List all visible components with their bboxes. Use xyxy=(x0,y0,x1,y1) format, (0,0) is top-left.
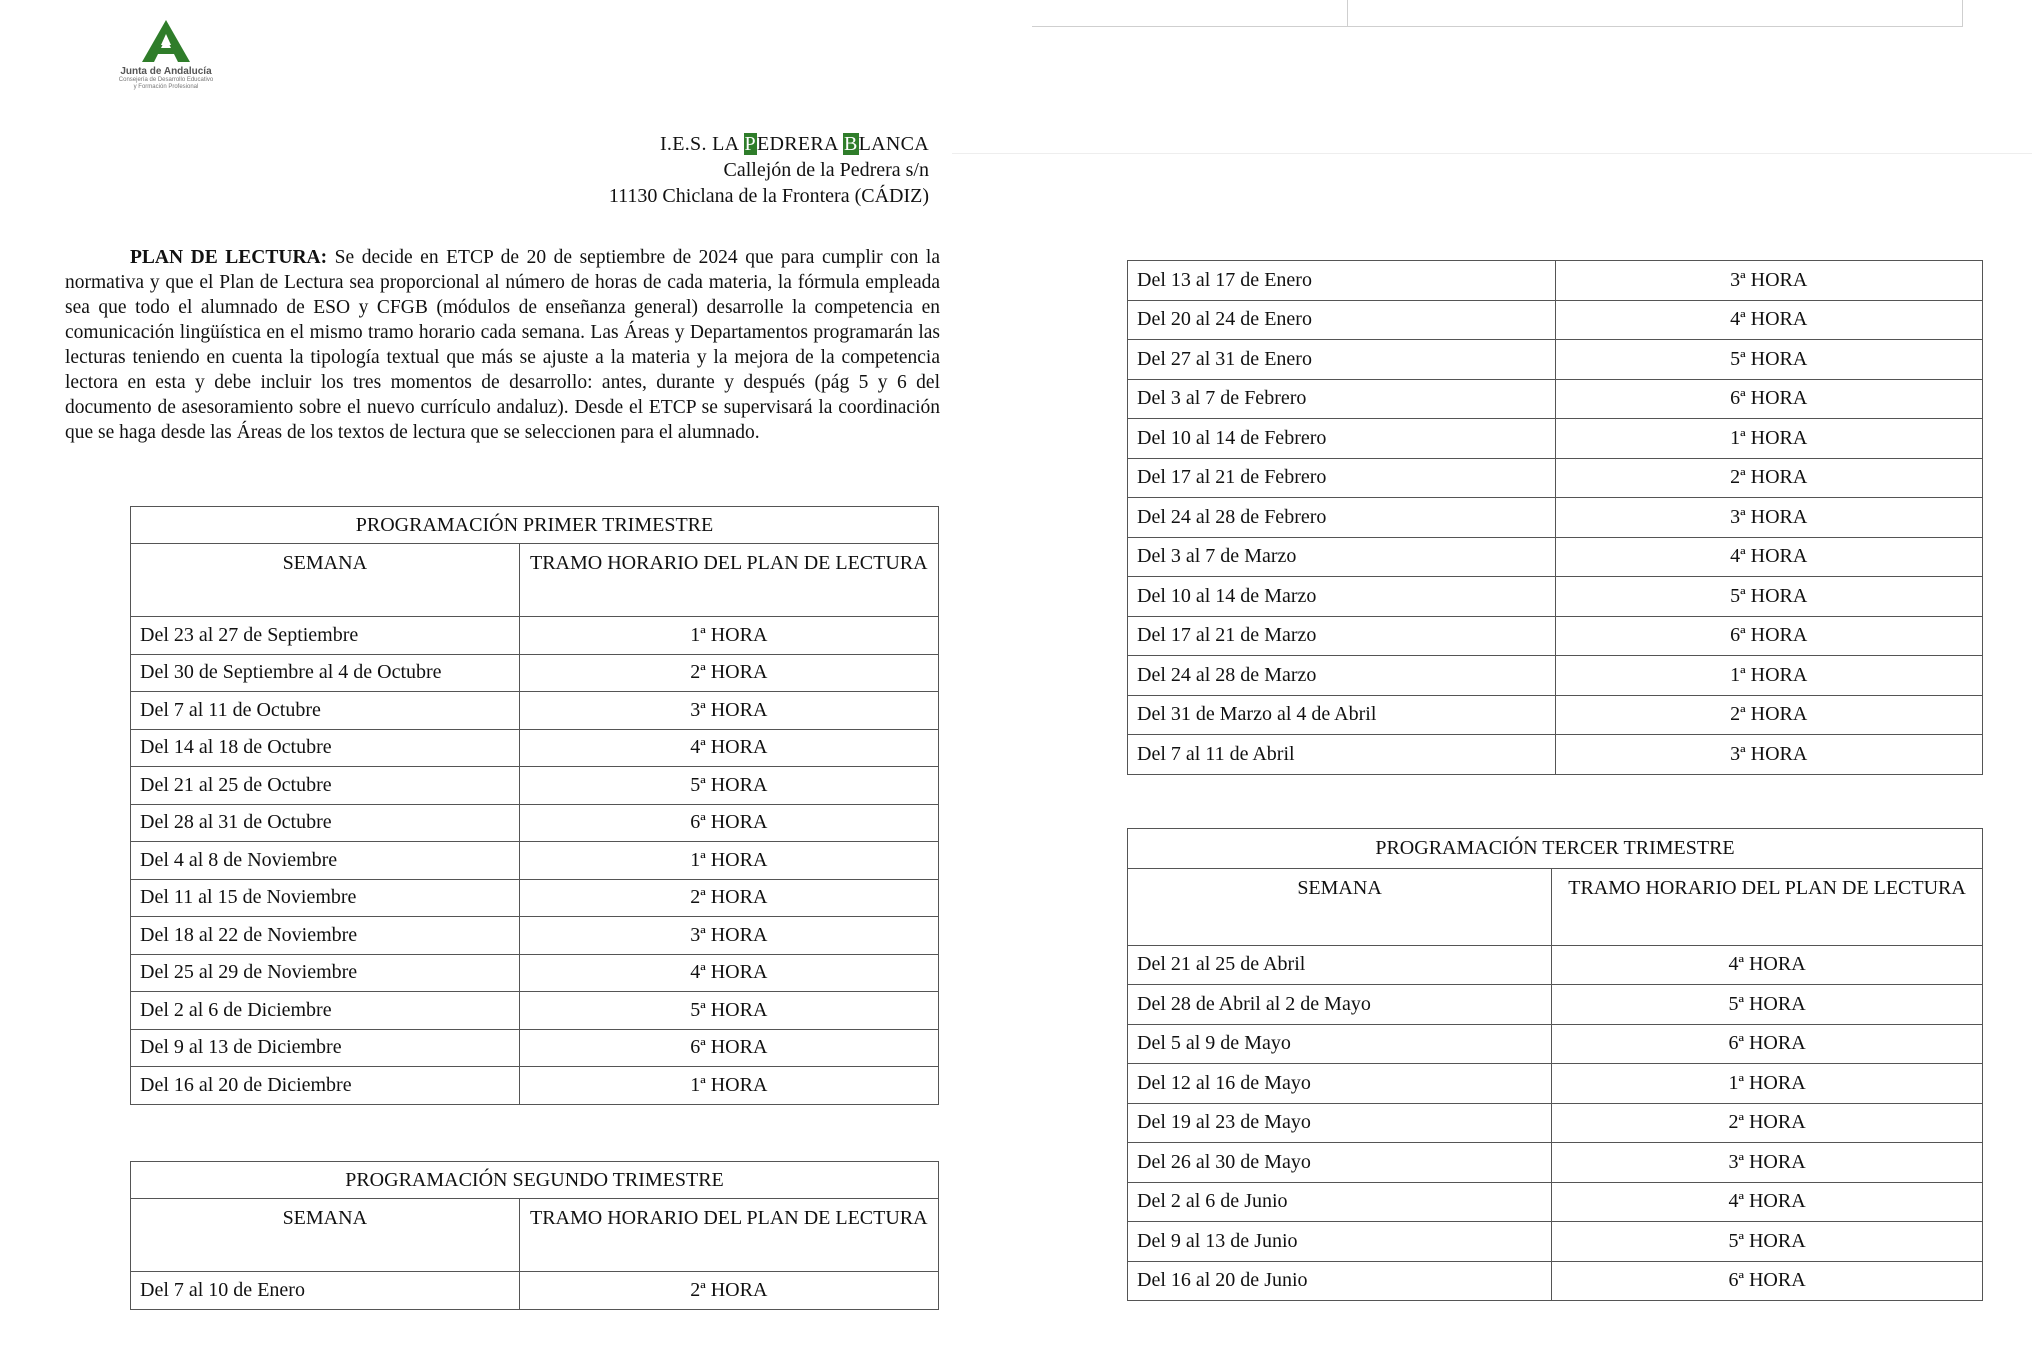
school-street: Callejón de la Pedrera s/n xyxy=(723,159,929,181)
hour-cell: 1ª HORA xyxy=(1552,1064,1983,1104)
table-row xyxy=(1128,1024,1983,1064)
school-address xyxy=(329,131,929,209)
table-row xyxy=(131,1067,939,1105)
third-term-table xyxy=(1127,828,1983,1301)
page-edge-divider xyxy=(1962,0,1963,27)
hour-cell: 3ª HORA xyxy=(1552,1143,1983,1183)
table-row xyxy=(1128,1222,1983,1262)
week-cell: Del 4 al 8 de Noviembre xyxy=(131,842,520,880)
week-cell: Del 10 al 14 de Febrero xyxy=(1128,419,1556,459)
second-term-table xyxy=(130,1161,939,1310)
hour-cell: 4ª HORA xyxy=(519,729,938,767)
table-row xyxy=(1128,945,1983,985)
week-cell: Del 21 al 25 de Abril xyxy=(1128,945,1552,985)
table-row xyxy=(1128,1182,1983,1222)
hour-cell: 5ª HORA xyxy=(1552,985,1983,1025)
table-row xyxy=(131,992,939,1030)
table-header-row xyxy=(1128,868,1983,945)
week-cell: Del 30 de Septiembre al 4 de Octubre xyxy=(131,654,520,692)
table-row xyxy=(131,917,939,955)
table-row xyxy=(131,842,939,880)
week-cell: Del 7 al 11 de Abril xyxy=(1128,735,1556,775)
page-fold-line xyxy=(952,153,2032,154)
hour-cell: 6ª HORA xyxy=(1552,1261,1983,1301)
table-title: PROGRAMACIÓN PRIMER TRIMESTRE xyxy=(131,507,939,544)
table-title-row xyxy=(131,507,939,544)
hour-cell: 3ª HORA xyxy=(1555,261,1983,301)
table-row xyxy=(131,1029,939,1067)
week-cell: Del 18 al 22 de Noviembre xyxy=(131,917,520,955)
hour-cell: 4ª HORA xyxy=(519,954,938,992)
school-name-part: EDRERA xyxy=(756,133,843,155)
week-cell: Del 21 al 25 de Octubre xyxy=(131,767,520,805)
table-row xyxy=(131,954,939,992)
hour-cell: 5ª HORA xyxy=(1555,577,1983,617)
reading-plan-lead: PLAN DE LECTURA: xyxy=(130,247,328,268)
page-edge-divider xyxy=(1347,0,1348,27)
column-header-tramo: TRAMO HORARIO DEL PLAN DE LECTURA xyxy=(1552,868,1983,945)
school-name-part: I.E.S. LA xyxy=(659,133,744,155)
week-cell: Del 20 al 24 de Enero xyxy=(1128,300,1556,340)
logo-subtitle: Consejería de Desarrollo Educativo xyxy=(118,77,214,83)
week-cell: Del 16 al 20 de Diciembre xyxy=(131,1067,520,1105)
table-row xyxy=(1128,458,1983,498)
column-header-tramo: TRAMO HORARIO DEL PLAN DE LECTURA xyxy=(519,544,938,617)
school-city: 11130 Chiclana de la Frontera (CÁDIZ) xyxy=(608,185,929,207)
hour-cell: 2ª HORA xyxy=(519,654,938,692)
hour-cell: 6ª HORA xyxy=(519,804,938,842)
hour-cell: 6ª HORA xyxy=(519,1029,938,1067)
week-cell: Del 12 al 16 de Mayo xyxy=(1128,1064,1552,1104)
table-title-row xyxy=(1128,829,1983,869)
hour-cell: 4ª HORA xyxy=(1555,537,1983,577)
hour-cell: 2ª HORA xyxy=(1552,1103,1983,1143)
week-cell: Del 3 al 7 de Marzo xyxy=(1128,537,1556,577)
logo-brand: Junta de Andalucía xyxy=(120,66,212,77)
column-header-semana: SEMANA xyxy=(131,544,520,617)
table-row xyxy=(1128,656,1983,696)
school-name xyxy=(329,131,929,157)
week-cell: Del 7 al 11 de Octubre xyxy=(131,692,520,730)
week-cell: Del 27 al 31 de Enero xyxy=(1128,340,1556,380)
week-cell: Del 10 al 14 de Marzo xyxy=(1128,577,1556,617)
table-row xyxy=(1128,577,1983,617)
hour-cell: 2ª HORA xyxy=(519,879,938,917)
week-cell: Del 9 al 13 de Junio xyxy=(1128,1222,1552,1262)
column-header-tramo: TRAMO HORARIO DEL PLAN DE LECTURA xyxy=(519,1199,938,1272)
table-row xyxy=(1128,695,1983,735)
hour-cell: 3ª HORA xyxy=(519,692,938,730)
table-row xyxy=(1128,498,1983,538)
hour-cell: 1ª HORA xyxy=(519,842,938,880)
week-cell: Del 28 al 31 de Octubre xyxy=(131,804,520,842)
junta-andalucia-logo xyxy=(96,18,236,108)
hour-cell: 6ª HORA xyxy=(1552,1024,1983,1064)
week-cell: Del 2 al 6 de Junio xyxy=(1128,1182,1552,1222)
week-cell: Del 31 de Marzo al 4 de Abril xyxy=(1128,695,1556,735)
school-name-initial: B xyxy=(843,133,858,155)
hour-cell: 3ª HORA xyxy=(1555,735,1983,775)
table-row xyxy=(1128,419,1983,459)
reading-plan-paragraph xyxy=(65,245,940,445)
hour-cell: 5ª HORA xyxy=(519,992,938,1030)
hour-cell: 4ª HORA xyxy=(1552,945,1983,985)
week-cell: Del 17 al 21 de Marzo xyxy=(1128,616,1556,656)
week-cell: Del 7 al 10 de Enero xyxy=(131,1272,520,1310)
week-cell: Del 3 al 7 de Febrero xyxy=(1128,379,1556,419)
table-row xyxy=(131,767,939,805)
week-cell: Del 11 al 15 de Noviembre xyxy=(131,879,520,917)
table-row xyxy=(1128,340,1983,380)
week-cell: Del 9 al 13 de Diciembre xyxy=(131,1029,520,1067)
table-row xyxy=(1128,616,1983,656)
week-cell: Del 25 al 29 de Noviembre xyxy=(131,954,520,992)
school-name-part: LANCA xyxy=(858,133,929,155)
week-cell: Del 23 al 27 de Septiembre xyxy=(131,617,520,655)
table-row xyxy=(1128,300,1983,340)
column-header-semana: SEMANA xyxy=(131,1199,520,1272)
table-row xyxy=(1128,261,1983,301)
page-edge-line xyxy=(1032,26,1962,27)
column-header-semana: SEMANA xyxy=(1128,868,1552,945)
hour-cell: 5ª HORA xyxy=(1555,340,1983,380)
week-cell: Del 5 al 9 de Mayo xyxy=(1128,1024,1552,1064)
school-name-initial: P xyxy=(744,133,756,155)
hour-cell: 2ª HORA xyxy=(519,1272,938,1310)
table-row xyxy=(131,804,939,842)
hour-cell: 5ª HORA xyxy=(519,767,938,805)
table-row xyxy=(1128,379,1983,419)
hour-cell: 5ª HORA xyxy=(1552,1222,1983,1262)
week-cell: Del 16 al 20 de Junio xyxy=(1128,1261,1552,1301)
logo-subtitle: y Formación Profesional xyxy=(133,84,199,90)
week-cell: Del 24 al 28 de Marzo xyxy=(1128,656,1556,696)
reading-plan-text: Se decide en ETCP de 20 de septiembre de 2024 que para cumplir con la normativa y que el Plan de Lectura sea proporcional al número de horas de cada materia, la fórmula empleada sea que todo el alumnado de ESO y CFGB (módulos de enseñanza general) desarrolle la competencia en comunicación lingüística en el mismo tramo horario cada semana. Las Áreas y Departamentos programarán las lecturas teniendo en cuenta la tipología textual que más se ajuste a la materia y la mejora de la competencia lectora en esta y debe incluir los tres momentos de desarrollo: antes, durante y después (pág 5 y 6 del documento de asesoramiento sobre el nuevo currículo andaluz). Desde el ETCP se supervisará la coordinación que se haga desde las Áreas de los textos de lectura que se seleccionen para el alumnado. xyxy=(65,247,941,443)
hour-cell: 3ª HORA xyxy=(1555,498,1983,538)
week-cell: Del 17 al 21 de Febrero xyxy=(1128,458,1556,498)
week-cell: Del 28 de Abril al 2 de Mayo xyxy=(1128,985,1552,1025)
hour-cell: 4ª HORA xyxy=(1555,300,1983,340)
table-row xyxy=(1128,1103,1983,1143)
table-title: PROGRAMACIÓN SEGUNDO TRIMESTRE xyxy=(131,1162,939,1199)
table-title-row xyxy=(131,1162,939,1199)
second-term-table-continued xyxy=(1127,260,1983,775)
junta-logo-icon xyxy=(140,18,192,64)
table-row xyxy=(1128,735,1983,775)
week-cell: Del 14 al 18 de Octubre xyxy=(131,729,520,767)
first-term-table xyxy=(130,506,939,1105)
table-row xyxy=(131,879,939,917)
table-header-row xyxy=(131,1199,939,1272)
table-row xyxy=(131,692,939,730)
table-row xyxy=(1128,985,1983,1025)
table-row xyxy=(1128,1261,1983,1301)
table-row xyxy=(131,1272,939,1310)
week-cell: Del 26 al 30 de Mayo xyxy=(1128,1143,1552,1183)
table-row xyxy=(1128,1143,1983,1183)
hour-cell: 6ª HORA xyxy=(1555,379,1983,419)
week-cell: Del 2 al 6 de Diciembre xyxy=(131,992,520,1030)
hour-cell: 1ª HORA xyxy=(1555,656,1983,696)
hour-cell: 1ª HORA xyxy=(519,617,938,655)
hour-cell: 1ª HORA xyxy=(1555,419,1983,459)
table-title: PROGRAMACIÓN TERCER TRIMESTRE xyxy=(1128,829,1983,869)
table-row xyxy=(1128,1064,1983,1104)
hour-cell: 3ª HORA xyxy=(519,917,938,955)
hour-cell: 2ª HORA xyxy=(1555,695,1983,735)
week-cell: Del 19 al 23 de Mayo xyxy=(1128,1103,1552,1143)
hour-cell: 6ª HORA xyxy=(1555,616,1983,656)
table-row xyxy=(131,654,939,692)
week-cell: Del 24 al 28 de Febrero xyxy=(1128,498,1556,538)
hour-cell: 4ª HORA xyxy=(1552,1182,1983,1222)
table-row xyxy=(1128,537,1983,577)
table-row xyxy=(131,729,939,767)
week-cell: Del 13 al 17 de Enero xyxy=(1128,261,1556,301)
hour-cell: 1ª HORA xyxy=(519,1067,938,1105)
hour-cell: 2ª HORA xyxy=(1555,458,1983,498)
table-header-row xyxy=(131,544,939,617)
table-row xyxy=(131,617,939,655)
